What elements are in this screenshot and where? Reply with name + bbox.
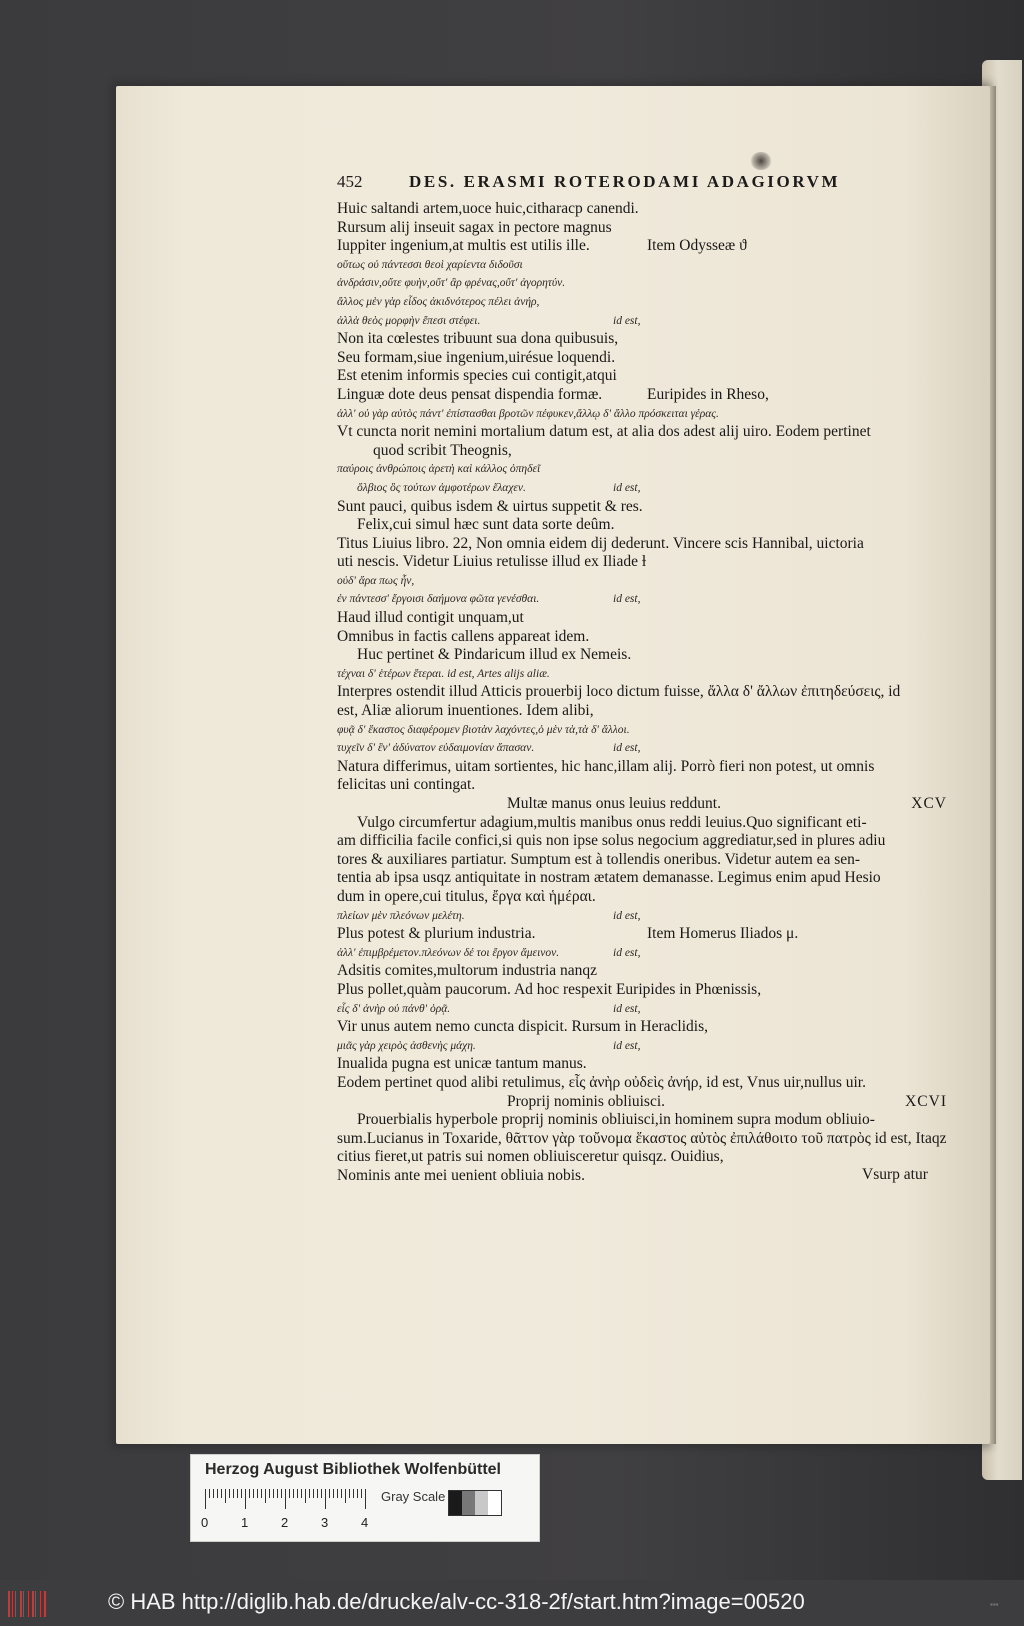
running-head: DES. ERASMI ROTERODAMI ADAGIORVM (409, 172, 841, 191)
text-line (337, 1074, 947, 1093)
text-line-content: Adsitis comites,multorum industria nanqz (337, 962, 598, 980)
page-header (337, 172, 917, 196)
ruler-tick (209, 1489, 210, 1498)
text-line (337, 981, 947, 1000)
ruler-tick (281, 1489, 282, 1498)
footer-bar (0, 1580, 1024, 1626)
ruler-tick (317, 1489, 318, 1498)
text-line-content: sum.Lucianus in Toxaride, θᾶττον γὰρ τοὔνομα ἕκαστος αὐτὸς ἐπιλάθοιτο τοῦ πατρὸς id est, Itaqz (337, 1129, 947, 1147)
text-line-content: ἐν πάντεσσ' ἔργοισι δαήμονα φῶτα γενέσθαι. (337, 593, 540, 606)
text-line-aside: id est, (613, 593, 641, 606)
text-line (337, 479, 947, 498)
text-line (337, 274, 947, 293)
text-line-content: Multæ manus onus leuius reddunt. (507, 795, 721, 812)
ruler-tick (249, 1489, 250, 1498)
ruler-tick (213, 1489, 214, 1498)
ruler-tick (313, 1489, 314, 1498)
text-line (337, 553, 947, 572)
ruler-tick (305, 1489, 306, 1503)
text-line-content: τέχναι δ' ἑτέρων ἕτεραι. id est, Artes alijs aliæ. (337, 667, 550, 680)
text-line-content: Sunt pauci, quibus isdem & uirtus suppetit & res. (337, 497, 643, 515)
ruler-tick (273, 1489, 274, 1498)
copyright-url[interactable]: © HAB http://diglib.hab.de/drucke/alv-cc-318-2f/start.htm?image=00520 (108, 1589, 805, 1614)
text-line-content: uti nescis. Videtur Liuius retulisse illud ex Iliade ɫ (337, 553, 647, 571)
text-line (337, 702, 947, 721)
text-line (337, 962, 947, 981)
text-line-content: Huc pertinet & Pindaricum illud ex Nemeis. (357, 646, 632, 664)
text-line-content: Seu formam,siue ingenium,uirésue loquendi. (337, 348, 616, 366)
text-line (337, 888, 947, 907)
text-line-content: παύροις ἀνθρώποις ἀρετὴ καὶ κάλλος ὀπηδεῖ (337, 463, 541, 476)
ruler-tick (325, 1489, 326, 1509)
page-text (337, 200, 947, 1185)
text-line-content: ὄλβιος ὃς τούτων ἀμφοτέρων ἔλαχεν. (357, 481, 526, 494)
text-line (337, 349, 947, 368)
text-line-aside: id est, (613, 481, 641, 494)
ruler-tick (245, 1489, 246, 1509)
ruler-scale (205, 1489, 365, 1509)
text-line (337, 851, 947, 870)
ruler-tick (277, 1489, 278, 1498)
text-line (337, 795, 947, 814)
text-line-content: ἀνδράσιν,οὔτε φυὴν,οὔτ' ἂρ φρένας,οὔτ' ἀγορητύν. (337, 277, 566, 290)
text-line-content: Felix,cui simul hæc sunt data sorte deûm. (357, 516, 615, 534)
text-line-content: Eodem pertinet quod alibi retulimus, εἷς ἀνὴρ οὐδεὶς ἀνήρ, id est, Vnus uir,nullus uir. (337, 1073, 866, 1091)
text-line-content: οὕτως οὐ πάντεσσι θεοὶ χαρίεντα διδοῦσι (337, 258, 523, 271)
text-line-content: am difficilia facile confici,si quis non ipse solus negocium aggrediatur,sed in plures adiu (337, 832, 886, 850)
ruler-tick (349, 1489, 350, 1498)
ruler-title: Herzog August Bibliothek Wolfenbüttel (205, 1461, 501, 1478)
text-line-content: Vir unus autem nemo cuncta dispicit. Rursum in Heraclidis, (337, 1018, 708, 1036)
ruler-tick (309, 1489, 310, 1498)
text-line-content: citius fieret,ut patris sui nomen obliuisceretur quisqz. Ouidius, (337, 1148, 724, 1166)
ruler-number: 3 (321, 1515, 329, 1530)
text-line-content: οὐδ' ἄρα πως ἦν, (337, 574, 415, 587)
ruler-tick (217, 1489, 218, 1498)
text-line-content: ἄλλος μὲν γὰρ εἶδος ἀκιδνότερος πέλει ἀνήρ, (337, 295, 540, 308)
ruler-tick (221, 1489, 222, 1498)
text-line (337, 609, 947, 628)
text-line (337, 776, 947, 795)
text-line-content: Plus potest & plurium industria. (337, 925, 536, 943)
text-line-content: Nominis ante mei uenient obliuia nobis. (337, 1166, 585, 1184)
text-line-content: Inualida pugna est unicæ tantum manus. (337, 1055, 587, 1073)
text-line-content: μιᾶς γὰρ χειρὸς ἀσθενὴς μάχη. (337, 1039, 476, 1052)
text-line-content: Haud illud contigit unquam,ut (337, 609, 524, 627)
ink-blot (750, 152, 772, 170)
color-ruler-card (190, 1454, 540, 1542)
text-line (337, 460, 947, 479)
text-line (337, 219, 947, 238)
ruler-tick (285, 1489, 286, 1509)
ruler-tick (329, 1489, 330, 1498)
text-line-content: dum in opere,cui titulus, ἔργα καὶ ἡμέραι. (337, 887, 596, 905)
text-line (337, 423, 947, 442)
text-line-content: tentia ab ipsa usqz antiquitate in nostram ætatem demanasse. Legimus enim apud Hesio (337, 869, 881, 887)
text-line-aside: id est, (613, 1002, 641, 1015)
catchword: Vsurp atur (862, 1166, 928, 1183)
text-line (337, 256, 947, 275)
text-line-content: quod scribit Theognis, (373, 441, 512, 459)
ruler-tick (289, 1489, 290, 1498)
text-line-content: Est etenim informis species cui contigit,atqui (337, 367, 617, 385)
ruler-tick (333, 1489, 334, 1498)
text-line-aside: id est, (613, 742, 641, 755)
ruler-tick (353, 1489, 354, 1498)
ruler-tick (257, 1489, 258, 1498)
text-line-content: Titus Liuius libro. 22, Non omnia eidem dij dederunt. Vincere scis Hannibal, uictoria (337, 534, 864, 552)
text-line (337, 1130, 947, 1149)
text-line-content: εἷς δ' ἀνὴρ οὐ πάνθ' ὁρᾷ. (337, 1002, 451, 1015)
text-line (337, 832, 947, 851)
text-line-aside: id est, (613, 314, 641, 327)
page-number: 452 (337, 172, 363, 191)
text-line (337, 1148, 947, 1167)
ruler-number: 1 (241, 1515, 249, 1530)
text-line-aside: Euripides in Rheso, (647, 385, 769, 403)
text-line-content: ἀλλ' οὐ γὰρ αὑτὸς πάντ' ἐπίστασθαι βροτῶν πέφυκεν,ἄλλῳ δ' ἄλλο πρόσκειται γέρας. (337, 407, 719, 420)
gray-scale-label: Gray Scale (381, 1489, 446, 1504)
text-line-content: Huic saltandi artem,uoce huic,citharacp canendi. (337, 200, 639, 217)
ruler-tick (293, 1489, 294, 1498)
text-line (337, 1111, 947, 1130)
text-line (337, 646, 947, 665)
text-line (337, 665, 947, 684)
text-line (337, 1093, 947, 1112)
text-line (337, 739, 947, 758)
text-line (337, 535, 947, 554)
ruler-number: 4 (361, 1515, 369, 1530)
text-line-content: Prouerbialis hyperbole proprij nominis obliuisci,in hominem supra modum obliuio- (357, 1111, 875, 1129)
text-line-aside: id est, (613, 909, 641, 922)
text-line (337, 907, 947, 926)
ruler-tick (345, 1489, 346, 1503)
ruler-tick (205, 1489, 206, 1509)
text-line (337, 516, 947, 535)
text-line (337, 367, 947, 386)
text-line-aside: Item Homerus Iliados μ. (647, 925, 799, 943)
text-line (337, 386, 947, 405)
text-line-content: ἀλλὰ θεὸς μορφὴν ἔπεσι στέφει. (337, 314, 481, 327)
ruler-tick (357, 1489, 358, 1498)
ruler-number: 0 (201, 1515, 209, 1530)
ruler-tick (337, 1489, 338, 1498)
text-line-content: Omnibus in factis callens appareat idem. (337, 627, 590, 645)
text-line (337, 1167, 947, 1186)
text-line (337, 1018, 947, 1037)
text-line-content: πλείων μὲν πλεόνων μελέτη. (337, 909, 465, 922)
text-line (337, 814, 947, 833)
text-line (337, 405, 947, 424)
gray-scale-swatch (448, 1490, 502, 1516)
ruler-tick (233, 1489, 234, 1498)
text-line-content: ἀλλ' ἐπιμβρέμετον.πλεόνων δέ τοι ἔργον ἄμεινον. (337, 946, 560, 959)
ruler-tick (301, 1489, 302, 1498)
text-line-content: felicitas uni contingat. (337, 776, 476, 794)
ruler-tick (253, 1489, 254, 1498)
text-line-content: φυᾷ δ' ἕκαστος διαφέρομεν βιοτὰν λαχόντες,ὁ μὲν τὰ,τὰ δ' ἄλλοι. (337, 723, 630, 736)
text-line-content: τυχεῖν δ' ἓν' ἀδύνατον εὐδαιμονίαν ἅπασαν. (337, 742, 535, 755)
text-line (337, 237, 947, 256)
ruler-tick (229, 1489, 230, 1498)
text-line (337, 312, 947, 331)
ruler-tick (297, 1489, 298, 1498)
text-line-content: Linguæ dote deus pensat dispendia formæ. (337, 385, 603, 403)
ruler-tick (261, 1489, 262, 1498)
text-line (337, 721, 947, 740)
ruler-tick (237, 1489, 238, 1498)
ruler-tick (241, 1489, 242, 1498)
text-line-content: tores & auxiliares partiatur. Sumptum est à tollendis oneribus. Videtur autem ea sen- (337, 850, 861, 868)
text-line (337, 1055, 947, 1074)
footer-marker: ▪▪▪ (990, 1600, 999, 1609)
text-line-content: Iuppiter ingenium,at multis est utilis ille. (337, 237, 590, 255)
ruler-tick (361, 1489, 362, 1498)
adage-number: XCV (911, 795, 947, 812)
text-line (337, 572, 947, 591)
text-line (337, 442, 947, 461)
ruler-tick (225, 1489, 226, 1503)
text-line-aside: Item Odysseæ ϑ (647, 237, 747, 255)
ruler-tick (321, 1489, 322, 1498)
text-line (337, 869, 947, 888)
ruler-number: 2 (281, 1515, 289, 1530)
page-gutter (990, 86, 996, 1444)
text-line (337, 1037, 947, 1056)
text-line (337, 293, 947, 312)
text-line-content: est, Aliæ aliorum inuentiones. Idem alibi, (337, 702, 594, 720)
text-line-aside: id est, (613, 1039, 641, 1052)
text-line-content: Interpres ostendit illud Atticis prouerbij loco dictum fuisse, ἄλλα δ' ἄλλων ἐπιτηδεύσεις, id (337, 683, 901, 701)
text-line (337, 1000, 947, 1019)
text-line-content: Vt cuncta norit nemini mortalium datum est, at alia dos adest alij uiro. Eodem pertinet (337, 423, 871, 441)
ruler-tick (365, 1489, 366, 1509)
text-line-content: Proprij nominis obliuisci. (507, 1092, 666, 1110)
text-line-content: Vulgo circumfertur adagium,multis manibus onus reddi leuius.Quo significant eti- (357, 813, 867, 831)
ruler-tick (341, 1489, 342, 1498)
text-line (337, 590, 947, 609)
text-line (337, 628, 947, 647)
text-line-content: Plus pollet,quàm paucorum. Ad hoc respexit Euripides in Phœnissis, (337, 980, 762, 998)
text-line-content: Natura differimus, uitam sortientes, hic hanc,illam alij. Porrò fieri non potest, ut omnis (337, 757, 875, 775)
text-line (337, 944, 947, 963)
text-line (337, 498, 947, 517)
barcode-icon (8, 1591, 48, 1617)
adage-number: XCVI (905, 1092, 947, 1110)
text-line (337, 758, 947, 777)
ruler-tick (265, 1489, 266, 1503)
text-line (337, 683, 947, 702)
ruler-tick (269, 1489, 270, 1498)
text-line (337, 330, 947, 349)
text-line-aside: id est, (613, 946, 641, 959)
text-line-content: Rursum alij inseuit sagax in pectore magnus (337, 218, 612, 236)
text-line (337, 925, 947, 944)
text-line-content: Non ita cœlestes tribuunt sua dona quibusuis, (337, 330, 619, 348)
text-line (337, 200, 947, 219)
